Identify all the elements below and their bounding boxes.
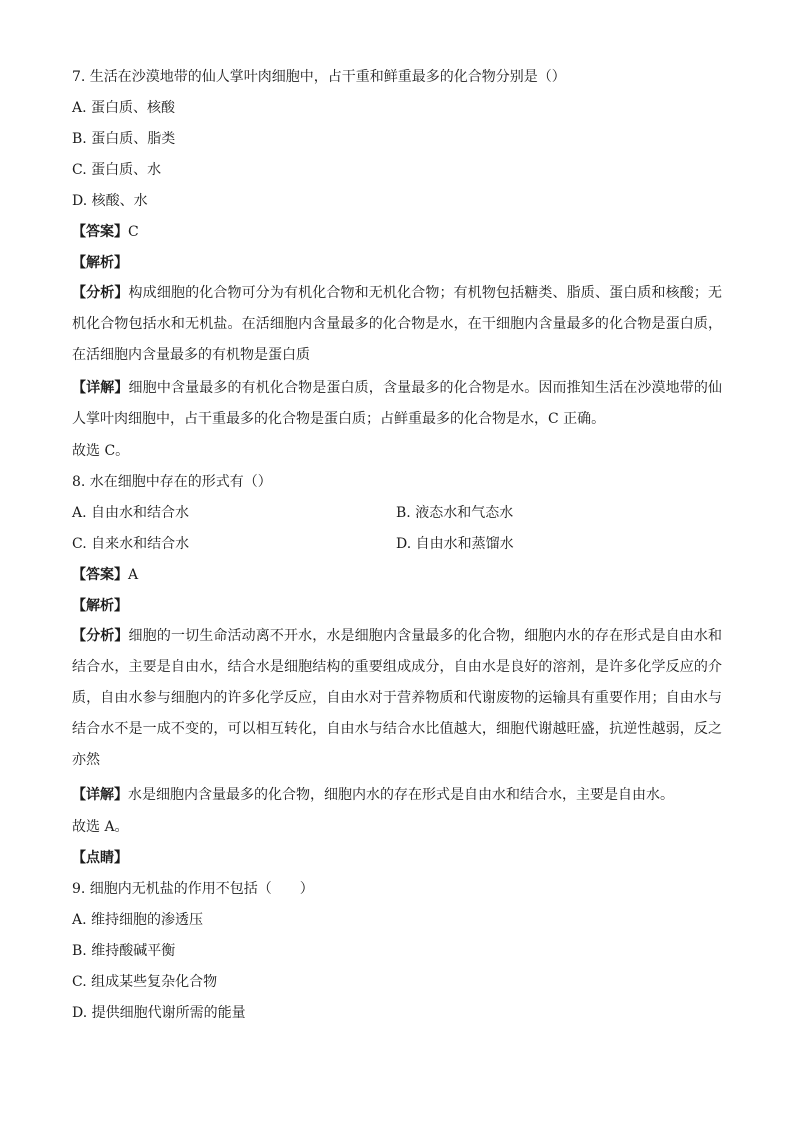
dianjing-tag: 【点睛】 [72,850,128,866]
answer-value: C [128,224,139,240]
fenxi-text: 细胞的一切生命活动离不开水，水是细胞内含量最多的化合物，细胞内水的存在形式是自由水和结合水，主要是自由水，结合水是细胞结构的重要组成成分，自由水是良好的溶剂，是许多化学反应的介质，自由水参与细胞内的许多化学反应，自由水对于营养物质和代谢废物的运输具有重要作用；自由水与结合水不是一成不变的，可以相互转化，自由水与结合水比值越大，细胞代谢越旺盛，抗逆性越弱，反之亦然 [72,628,723,768]
fenxi-text: 构成细胞的化合物可分为有机化合物和无机化合物；有机物包括糖类、脂质、蛋白质和核酸；无机化合物包括水和无机盐。在活细胞内含量最多的化合物是水，在干细胞内含量最多的化合物是蛋白质，在活细胞内含量最多的有机物是蛋白质 [72,285,723,363]
q8-conclusion: 故选 A。 [72,819,129,835]
q8-option-c: C. 自来水和结合水 [72,536,190,552]
q7-conclusion: 故选 C。 [72,443,130,459]
answer-tag: 【答案】 [72,224,128,240]
q8-stem: 8. 水在细胞中存在的形式有（） [72,474,272,490]
q8-option-d: D. 自由水和蒸馏水 [396,536,514,552]
q7-option-a: A. 蛋白质、核酸 [72,100,176,116]
analysis-tag: 【解析】 [72,255,128,271]
q8-option-b: B. 液态水和气态水 [396,505,514,521]
answer-value: A [128,567,139,583]
answer-tag: 【答案】 [72,567,128,583]
q8-option-a: A. 自由水和结合水 [72,505,190,521]
q9-option-d: D. 提供细胞代谢所需的能量 [72,1005,246,1021]
q8-answer [72,566,722,584]
q9-stem: 9. 细胞内无机盐的作用不包括（ ） [72,881,314,897]
xiangjie-tag: 【详解】 [72,380,129,396]
q9-option-b: B. 维持酸碱平衡 [72,943,176,959]
q7-option-b: B. 蛋白质、脂类 [72,131,176,147]
q7-xiangjie [72,373,722,435]
q9-option-a: A. 维持细胞的渗透压 [72,912,204,928]
q8-xiangjie [72,780,722,811]
q7-analysis-heading [72,254,722,272]
q8-analysis-heading [72,597,722,615]
q7-fenxi [72,278,722,371]
analysis-tag: 【解析】 [72,598,128,614]
q8-dianjing [72,849,722,867]
q7-stem: 7. 生活在沙漠地带的仙人掌叶肉细胞中，占干重和鲜重最多的化合物分别是（） [72,69,566,85]
xiangjie-text: 细胞中含量最多的有机化合物是蛋白质，含量最多的化合物是水。因而推知生活在沙漠地带的仙人掌叶肉细胞中，占干重最多的化合物是蛋白质；占鲜重最多的化合物是水，C 正确。 [72,380,723,427]
xiangjie-text: 水是细胞内含量最多的化合物，细胞内水的存在形式是自由水和结合水，主要是自由水。 [128,787,674,803]
q9-option-c: C. 组成某些复杂化合物 [72,974,218,990]
xiangjie-tag: 【详解】 [72,787,128,803]
fenxi-tag: 【分析】 [72,285,129,301]
q7-option-c: C. 蛋白质、水 [72,162,162,178]
q7-answer [72,223,722,241]
fenxi-tag: 【分析】 [72,628,129,644]
q7-option-d: D. 核酸、水 [72,193,148,209]
q8-fenxi [72,621,722,776]
